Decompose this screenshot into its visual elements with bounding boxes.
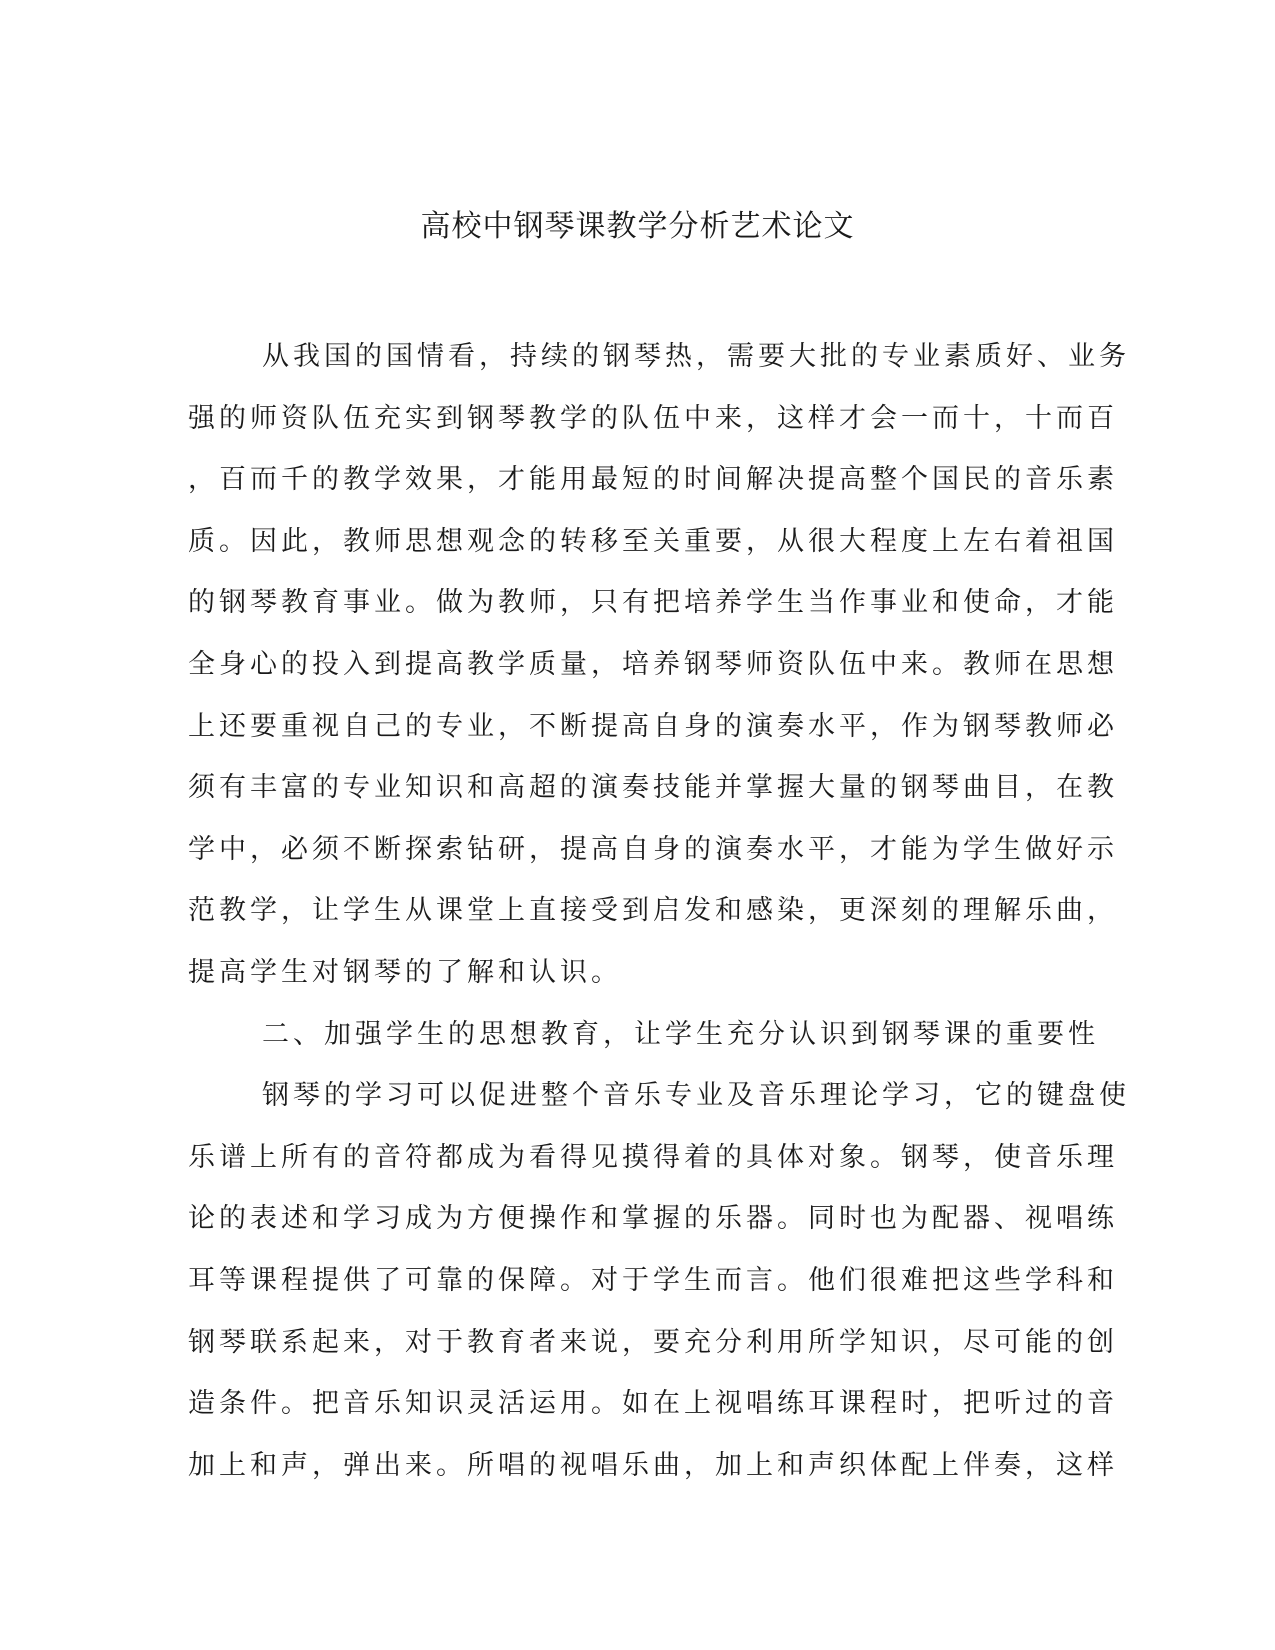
text-line: 钢琴的学习可以促进整个音乐专业及音乐理论学习，它的键盘使 (262, 1080, 1130, 1112)
text-line: 从我国的国情看，持续的钢琴热，需要大批的专业素质好、业务 (262, 341, 1130, 372)
text-line: 造条件。把音乐知识灵活运用。如在上视唱练耳课程时，把听过的音 (188, 1388, 1118, 1420)
text-line: 提高学生对钢琴的了解和认识。 (188, 956, 622, 988)
text-line: 的钢琴教育事业。做为教师，只有把培养学生当作事业和使命，才能 (188, 587, 1118, 619)
text-line: 二、加强学生的思想教育，让学生充分认识到钢琴课的重要性 (262, 1018, 1099, 1050)
text-line: 钢琴联系起来，对于教育者来说，要充分利用所学知识，尽可能的创 (188, 1326, 1118, 1358)
text-line: 全身心的投入到提高教学质量，培养钢琴师资队伍中来。教师在思想 (188, 648, 1118, 680)
text-line: 耳等课程提供了可靠的保障。对于学生而言。他们很难把这些学科和 (188, 1264, 1118, 1296)
text-line: 论的表述和学习成为方便操作和掌握的乐器。同时也为配器、视唱练 (188, 1203, 1118, 1235)
body-text (188, 326, 1130, 1496)
text-line: 质。因此，教师思想观念的转移至关重要，从很大程度上左右着祖国 (188, 525, 1118, 557)
text-line: 加上和声，弹出来。所唱的视唱乐曲，加上和声织体配上伴奏，这样 (188, 1449, 1118, 1481)
text-line: 强的师资队伍充实到钢琴教学的队伍中来，这样才会一而十，十而百 (188, 402, 1118, 434)
text-line: 学中，必须不断探索钻研，提高自身的演奏水平，才能为学生做好示 (188, 833, 1118, 865)
document-title: 高校中钢琴课教学分析艺术论文 (420, 209, 855, 244)
text-line: 乐谱上所有的音符都成为看得见摸得着的具体对象。钢琴，使音乐理 (188, 1141, 1118, 1173)
text-line: ，百而千的教学效果，才能用最短的时间解决提高整个国民的音乐素 (188, 464, 1118, 496)
text-line: 范教学，让学生从课堂上直接受到启发和感染，更深刻的理解乐曲， (188, 895, 1118, 927)
text-line: 须有丰富的专业知识和高超的演奏技能并掌握大量的钢琴曲目，在教 (188, 772, 1118, 804)
text-line: 上还要重视自己的专业，不断提高自身的演奏水平，作为钢琴教师必 (188, 710, 1118, 742)
